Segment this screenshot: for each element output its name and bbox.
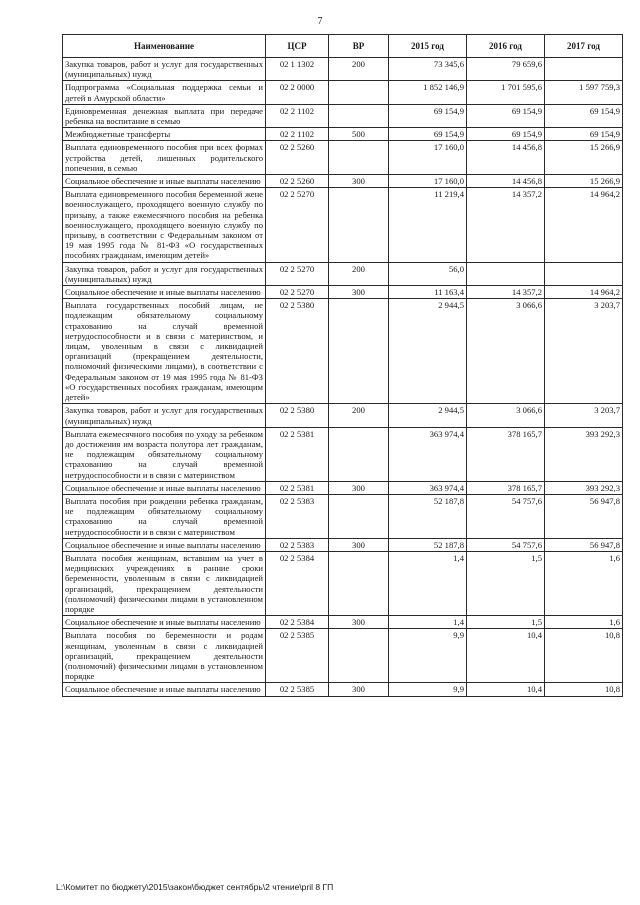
cell-vr [329,629,389,683]
cell-2015: 2 944,5 [389,299,467,404]
cell-2016: 378 165,7 [467,481,545,494]
cell-2017: 14 964,2 [545,188,623,262]
cell-2017: 1,6 [545,551,623,615]
cell-2015: 11 219,4 [389,188,467,262]
table-row [63,286,623,299]
cell-vr [329,141,389,175]
cell-2016: 10,4 [467,683,545,696]
cell-csr: 02 2 5381 [266,481,329,494]
cell-name: Закупка товаров, работ и услуг для государственных (муниципальных) нужд [63,262,266,285]
table-body [63,58,623,697]
cell-2017: 393 292,3 [545,481,623,494]
cell-vr: 300 [329,616,389,629]
cell-2015: 52 187,8 [389,538,467,551]
page-number: 7 [317,16,323,27]
cell-2017 [545,262,623,285]
cell-2016: 378 165,7 [467,427,545,481]
table-row [63,58,623,81]
cell-2017: 1,6 [545,616,623,629]
cell-2016: 79 659,6 [467,58,545,81]
cell-2015: 363 974,4 [389,481,467,494]
cell-2017: 3 203,7 [545,404,623,427]
cell-csr: 02 1 1302 [266,58,329,81]
cell-2015: 52 187,8 [389,494,467,538]
cell-csr: 02 2 5385 [266,683,329,696]
cell-name: Выплата пособия женщинам, вставшим на учет в медицинских учреждениях в ранние сроки беременности, уволенным в связи с ликвидацией организаций, прекращением деятельности (полномочий) физическими лицами в установленном порядке [63,551,266,615]
table-row [63,629,623,683]
cell-2017: 69 154,9 [545,128,623,141]
cell-name: Выплата пособия при рождении ребенка гражданам, не подлежащим обязательному социальному страхованию на случай временной нетрудоспособности и в связи с материнством [63,494,266,538]
cell-vr [329,104,389,127]
cell-2017: 69 154,9 [545,104,623,127]
cell-vr: 500 [329,128,389,141]
cell-name: Социальное обеспечение и иные выплаты населению [63,616,266,629]
cell-name: Подпрограмма «Социальная поддержка семьи и детей в Амурской области» [63,81,266,104]
cell-csr: 02 2 5270 [266,286,329,299]
cell-2015: 1 852 146,9 [389,81,467,104]
cell-2017: 10,8 [545,683,623,696]
cell-2016: 1,5 [467,616,545,629]
cell-2016: 3 066,6 [467,299,545,404]
cell-2017: 14 964,2 [545,286,623,299]
cell-2015: 2 944,5 [389,404,467,427]
cell-2015: 69 154,9 [389,128,467,141]
cell-vr [329,551,389,615]
cell-2016: 1 701 595,6 [467,81,545,104]
cell-csr: 02 2 5383 [266,494,329,538]
cell-2016: 14 357,2 [467,188,545,262]
header-name: Наименование [63,35,266,58]
cell-csr: 02 2 5270 [266,262,329,285]
cell-2017: 56 947,8 [545,538,623,551]
table-row [63,299,623,404]
table-row [63,104,623,127]
cell-name: Выплата единовременного пособия при всех формах устройства детей, лишенных родительского попечения, в семью [63,141,266,175]
cell-csr: 02 2 5270 [266,188,329,262]
cell-2017: 15 266,9 [545,175,623,188]
cell-name: Социальное обеспечение и иные выплаты населению [63,286,266,299]
cell-2017: 3 203,7 [545,299,623,404]
cell-vr: 200 [329,404,389,427]
cell-2016: 10,4 [467,629,545,683]
cell-vr: 300 [329,481,389,494]
cell-csr: 02 2 0000 [266,81,329,104]
cell-csr: 02 2 5381 [266,427,329,481]
cell-2017 [545,58,623,81]
table-row [63,494,623,538]
cell-csr: 02 2 5385 [266,629,329,683]
cell-vr: 300 [329,683,389,696]
cell-2017: 393 292,3 [545,427,623,481]
table-row [63,188,623,262]
cell-2015: 1,4 [389,551,467,615]
cell-2016: 69 154,9 [467,128,545,141]
cell-vr [329,494,389,538]
table-row [63,404,623,427]
table-row [63,262,623,285]
table-header-row [63,35,623,58]
cell-name: Выплата пособия по беременности и родам женщинам, уволенным в связи с ликвидацией организаций, прекращением деятельности (полномочий) физическими лицами в установленном порядке [63,629,266,683]
header-2015: 2015 год [389,35,467,58]
cell-2016: 3 066,6 [467,404,545,427]
header-2016: 2016 год [467,35,545,58]
cell-2015: 1,4 [389,616,467,629]
cell-2015: 9,9 [389,683,467,696]
cell-name: Социальное обеспечение и иные выплаты населению [63,481,266,494]
cell-name: Социальное обеспечение и иные выплаты населению [63,683,266,696]
cell-csr: 02 2 5384 [266,616,329,629]
cell-2016: 14 456,8 [467,141,545,175]
cell-name: Выплата единовременного пособия беременной жене военнослужащего, проходящего военную службу по призыву, а также ежемесячного пособия на ребенка военнослужащего, проходящего военную службу по призыву, в соответствии с Федеральным законом от 19 мая 1995 года № 81-ФЗ «О государственных пособиях гражданам, имеющим детей» [63,188,266,262]
cell-2016: 14 357,2 [467,286,545,299]
cell-2015: 17 160,0 [389,141,467,175]
table-row [63,141,623,175]
cell-vr [329,427,389,481]
cell-csr: 02 2 1102 [266,104,329,127]
table-row [63,81,623,104]
cell-2016: 69 154,9 [467,104,545,127]
cell-name: Выплата государственных пособий лицам, не подлежащим обязательному социальному страхованию на случай временной нетрудоспособности и в связи с материнством, и лицам, уволенным в связи с ликвидацией организаций (прекращением деятельности, полномочий физическими лицами), в соответствии с Федеральным законом от 19 мая 1995 года № 81-ФЗ «О государственных пособиях гражданам, имеющим детей» [63,299,266,404]
cell-name: Единовременная денежная выплата при передаче ребенка на воспитание в семью [63,104,266,127]
cell-2017: 15 266,9 [545,141,623,175]
cell-2017: 1 597 759,3 [545,81,623,104]
cell-name: Межбюджетные трансферты [63,128,266,141]
cell-csr: 02 2 5380 [266,299,329,404]
header-csr: ЦСР [266,35,329,58]
cell-name: Социальное обеспечение и иные выплаты населению [63,538,266,551]
cell-vr: 200 [329,262,389,285]
cell-csr: 02 2 5260 [266,141,329,175]
file-path-footer: L:\Комитет по бюджету\2015\закон\бюджет сентябрь\2 чтение\pril 8 ГП [56,882,334,892]
cell-vr: 300 [329,175,389,188]
cell-2016: 54 757,6 [467,538,545,551]
table-row [63,538,623,551]
cell-2016: 54 757,6 [467,494,545,538]
header-vr: ВР [329,35,389,58]
cell-csr: 02 2 5260 [266,175,329,188]
cell-vr [329,81,389,104]
cell-2016 [467,262,545,285]
cell-2017: 10,8 [545,629,623,683]
cell-2015: 11 163,4 [389,286,467,299]
cell-csr: 02 2 5383 [266,538,329,551]
cell-vr: 200 [329,58,389,81]
cell-2016: 1,5 [467,551,545,615]
budget-table [62,34,623,697]
cell-2015: 69 154,9 [389,104,467,127]
table-row [63,175,623,188]
cell-2015: 363 974,4 [389,427,467,481]
cell-vr [329,299,389,404]
cell-2016: 14 456,8 [467,175,545,188]
cell-name: Закупка товаров, работ и услуг для государственных (муниципальных) нужд [63,58,266,81]
table-row [63,616,623,629]
table-row [63,683,623,696]
cell-2015: 73 345,6 [389,58,467,81]
cell-csr: 02 2 1102 [266,128,329,141]
header-2017: 2017 год [545,35,623,58]
cell-csr: 02 2 5384 [266,551,329,615]
cell-vr: 300 [329,286,389,299]
cell-vr [329,188,389,262]
cell-vr: 300 [329,538,389,551]
cell-2015: 56,0 [389,262,467,285]
table-row [63,481,623,494]
table-row [63,551,623,615]
cell-2015: 17 160,0 [389,175,467,188]
cell-name: Социальное обеспечение и иные выплаты населению [63,175,266,188]
table-row [63,427,623,481]
cell-csr: 02 2 5380 [266,404,329,427]
cell-name: Закупка товаров, работ и услуг для государственных (муниципальных) нужд [63,404,266,427]
cell-name: Выплата ежемесячного пособия по уходу за ребенком до достижения им возраста полутора лет гражданам, не подлежащим обязательному социальному страхованию на случай временной нетрудоспособности и в связи с материнством [63,427,266,481]
table-row [63,128,623,141]
cell-2017: 56 947,8 [545,494,623,538]
cell-2015: 9,9 [389,629,467,683]
